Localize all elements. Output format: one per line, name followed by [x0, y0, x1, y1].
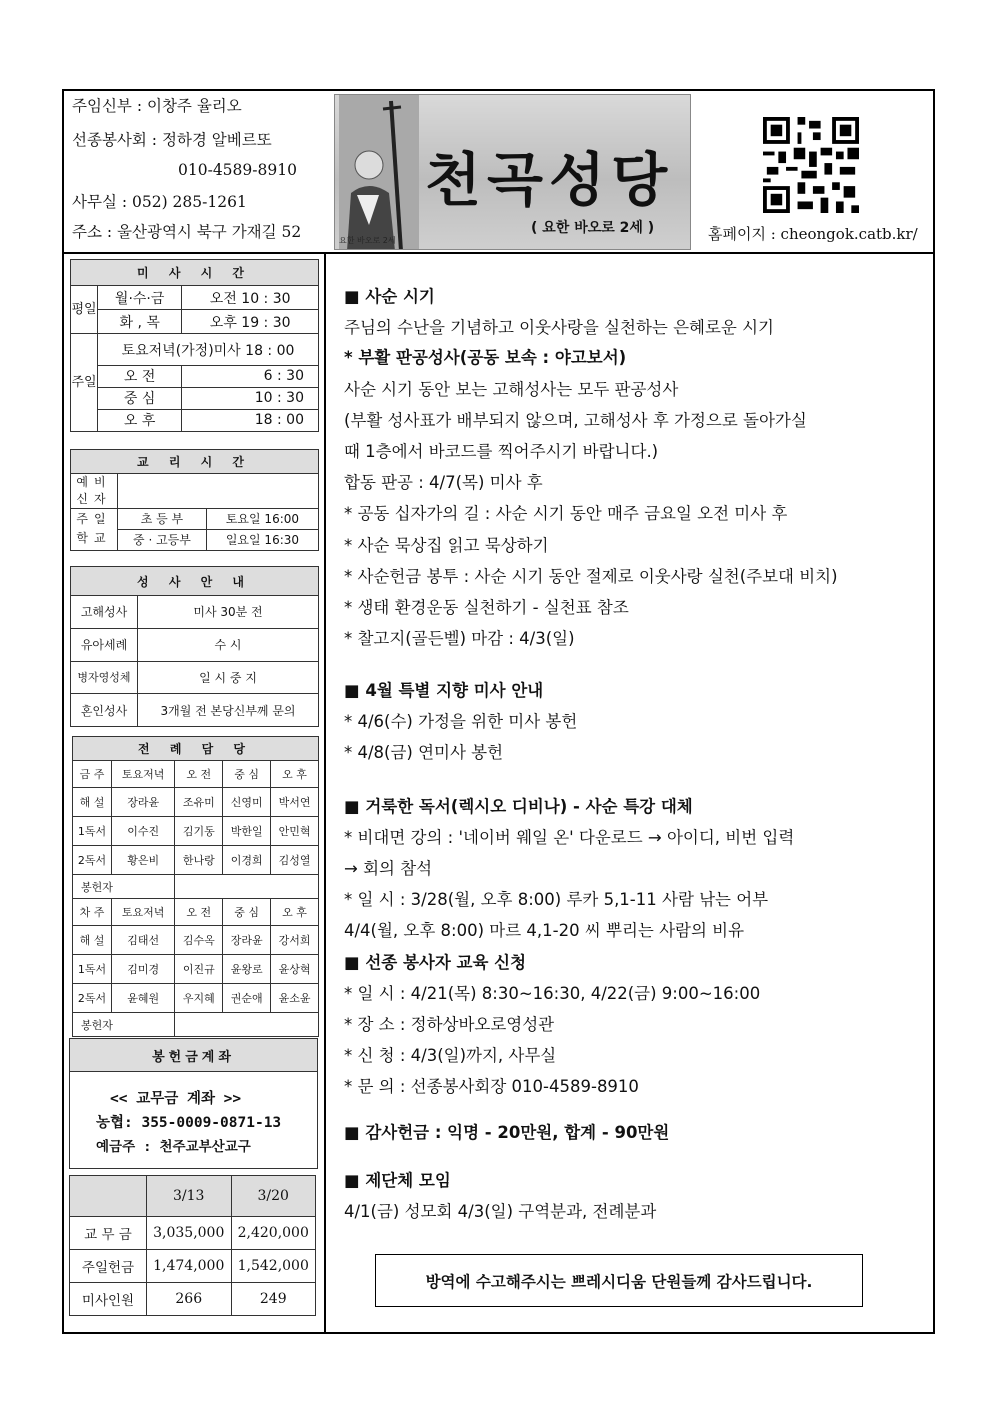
- liturgy-role: 해 설: [73, 788, 112, 817]
- section-volunteer-training: ■ 선종 봉사자 교육 신청: [344, 953, 527, 972]
- mass-times-title: 미 사 시 간: [71, 260, 319, 286]
- liturgy-cell: 김미경: [112, 955, 175, 984]
- liturgy-cell: 윤왕로: [223, 955, 271, 984]
- sacrament-value-4: 3개월 전 본당신부께 문의: [138, 694, 319, 727]
- requiem-mass: * 4/8(금) 연미사 봉헌: [344, 743, 504, 762]
- church-banner: [334, 94, 691, 250]
- liturgy-cell: 윤혜원: [112, 984, 175, 1013]
- account-number[interactable]: 농협: 355-0009-0871-13: [96, 1114, 282, 1131]
- finance-value: 3,035,000: [147, 1217, 232, 1250]
- column-divider: [324, 252, 326, 1334]
- this-week-header-1: 토요저녁: [112, 761, 175, 788]
- liturgy-table: [72, 736, 319, 1037]
- family-mass: * 4/6(수) 가정을 위한 미사 봉헌: [344, 712, 578, 731]
- section-lectio-divina: ■ 거룩한 독서(렉시오 디비나) - 사순 특강 대체: [344, 797, 693, 816]
- training-date: * 일 시 : 4/21(목) 8:30~16:30, 4/22(금) 9:00~16:00: [344, 984, 761, 1003]
- school-group-2: 중 · 고등부: [118, 529, 207, 550]
- weekday-days-2: 화 , 목: [98, 310, 182, 334]
- liturgy-cell: 안민혁: [271, 817, 319, 846]
- lecture-schedule-2: 4/4(월, 오후 8:00) 마르 4,1-20 씨 뿌리는 사람의 비유: [344, 921, 745, 940]
- offering-label: 봉헌자: [73, 1013, 175, 1037]
- school-group-1: 초 등 부: [118, 508, 207, 529]
- offering-label: 봉헌자: [73, 875, 175, 899]
- homepage-link[interactable]: 홈페이지 : cheongok.catb.kr/: [708, 225, 918, 243]
- finance-label-2: 주일헌금: [70, 1250, 147, 1283]
- liturgy-cell: 박한일: [223, 817, 271, 846]
- sunday-when-2: 중 심: [98, 387, 182, 409]
- finance-corner: [70, 1176, 147, 1217]
- finance-date-1: 3/13: [147, 1176, 232, 1217]
- sacrament-value-1: 미사 30분 전: [138, 596, 319, 629]
- lent-desc: 주님의 수난을 기념하고 이웃사랑을 실천하는 은혜로운 시기: [344, 318, 774, 337]
- liturgy-cell: 권순애: [223, 984, 271, 1013]
- weekday-days-1: 월·수·금: [98, 286, 182, 310]
- liturgy-cell: 조유미: [175, 788, 223, 817]
- office-phone: 사무실 : 052) 285-1261: [72, 193, 247, 211]
- liturgy-title: 전 례 담 당: [73, 737, 319, 761]
- finance-value: 1,474,000: [147, 1250, 232, 1283]
- training-contact: * 문 의 : 선종봉사회장 010-4589-8910: [344, 1077, 639, 1096]
- sunday-time-3: 18 : 00: [182, 409, 319, 431]
- this-week-header-0: 금 주: [73, 761, 112, 788]
- sunday-time-1: 6 : 30: [182, 365, 319, 387]
- finance-value: 1,542,000: [231, 1250, 316, 1283]
- section-group-meetings: ■ 제단체 모임: [344, 1171, 451, 1190]
- online-lecture-2: → 회의 참석: [344, 859, 433, 878]
- mass-times-table: [70, 259, 319, 432]
- stations-of-cross: * 공동 십자가의 길 : 사순 시기 동안 매주 금요일 오전 미사 후: [344, 504, 788, 523]
- account-box: [69, 1038, 318, 1169]
- liturgy-cell: 이수진: [112, 817, 175, 846]
- liturgy-cell: 장라윤: [112, 788, 175, 817]
- sacrament-name-4: 혼인성사: [71, 694, 138, 727]
- sunday-when-3: 오 후: [98, 409, 182, 431]
- council-phone: 010-4589-8910: [178, 161, 297, 179]
- finance-label-1: 교 무 금: [70, 1217, 147, 1250]
- offering-value: [175, 1013, 319, 1037]
- liturgy-cell: 우지혜: [175, 984, 223, 1013]
- finance-label-3: 미사인원: [70, 1283, 147, 1316]
- weekday-time-1: 오전 10 : 30: [182, 286, 319, 310]
- liturgy-cell: 황은비: [112, 846, 175, 875]
- this-week-header-2: 오 전: [175, 761, 223, 788]
- offering-value: [175, 875, 319, 899]
- liturgy-cell: 이경희: [223, 846, 271, 875]
- liturgy-cell: 강서희: [271, 926, 319, 955]
- finance-table: [69, 1175, 316, 1316]
- liturgy-cell: 장라윤: [223, 926, 271, 955]
- liturgy-cell: 김기동: [175, 817, 223, 846]
- finance-value: 249: [231, 1283, 316, 1316]
- sacrament-value-3: 일 시 중 지: [138, 661, 319, 694]
- thanks-notice-box: 방역에 수고해주시는 쁘레시디움 단원들께 감사드립니다.: [375, 1254, 863, 1307]
- golden-bell-deadline: * 찰고지(골든벨) 마감 : 4/3(일): [344, 629, 575, 648]
- next-week-header-3: 중 심: [223, 899, 271, 926]
- online-lecture: * 비대면 강의 : '네이버 웨일 온' 다운로드 → 아이디, 비번 입력: [344, 828, 795, 847]
- sacrament-name-1: 고해성사: [71, 596, 138, 629]
- this-week-header-3: 중 심: [223, 761, 271, 788]
- liturgy-role: 1독서: [73, 955, 112, 984]
- catechumen-value: [118, 474, 319, 509]
- finance-value: 266: [147, 1283, 232, 1316]
- this-week-header-4: 오 후: [271, 761, 319, 788]
- pope-photo: [339, 95, 419, 250]
- next-week-header-4: 오 후: [271, 899, 319, 926]
- easter-confession: * 부활 판공성사(공동 보속 : 야고보서): [344, 348, 627, 367]
- section-lent: ■ 사순 시기: [344, 287, 435, 306]
- liturgy-cell: 김성열: [271, 846, 319, 875]
- sunday-school-label: 주일 학교: [71, 508, 118, 550]
- church-name: 천곡성당: [425, 146, 674, 214]
- liturgy-cell: 김수옥: [175, 926, 223, 955]
- liturgy-cell: 신영미: [223, 788, 271, 817]
- confession-note-3: 때 1층에서 바코드를 찍어주시기 바랍니다.): [344, 442, 659, 461]
- liturgy-cell: 김태선: [112, 926, 175, 955]
- sacraments-table: [70, 566, 319, 727]
- sunday-time-2: 10 : 30: [182, 387, 319, 409]
- pastor-line: 주임신부 : 이창주 율리오: [72, 97, 242, 115]
- lent-offering-envelope: * 사순헌금 봉투 : 사순 시기 동안 절제로 이웃사랑 실천(주보대 비치): [344, 567, 838, 586]
- next-week-header-1: 토요저녁: [112, 899, 175, 926]
- training-apply: * 신 청 : 4/3(일)까지, 사무실: [344, 1046, 557, 1065]
- liturgy-cell: 윤소윤: [271, 984, 319, 1013]
- finance-value: 2,420,000: [231, 1217, 316, 1250]
- group-meetings: 4/1(금) 성모회 4/3(일) 구역분과, 전례분과: [344, 1202, 657, 1221]
- school-time-2: 일요일 16:30: [206, 529, 318, 550]
- sunday-label: 주일: [71, 334, 98, 432]
- account-subtitle: << 교무금 계좌 >>: [110, 1090, 242, 1107]
- liturgy-role: 2독서: [73, 984, 112, 1013]
- saturday-evening-mass: 토요저녁(가정)미사 18 : 00: [98, 334, 319, 365]
- weekday-label: 평일: [71, 286, 98, 334]
- sunday-when-1: 오 전: [98, 365, 182, 387]
- section-april-masses: ■ 4월 특별 지향 미사 안내: [344, 681, 544, 700]
- catechism-table: [70, 449, 319, 551]
- sacrament-name-3: 병자영성체: [71, 661, 138, 694]
- next-week-header-2: 오 전: [175, 899, 223, 926]
- sacrament-value-2: 수 시: [138, 628, 319, 661]
- council-line: 선종봉사회 : 정하경 알베르또: [72, 131, 272, 149]
- liturgy-role: 2독서: [73, 846, 112, 875]
- weekday-time-2: 오후 19 : 30: [182, 310, 319, 334]
- thanks-offering: ■ 감사헌금 : 익명 - 20만원, 합계 - 90만원: [344, 1123, 670, 1142]
- school-time-1: 토요일 16:00: [206, 508, 318, 529]
- liturgy-cell: 윤상혁: [271, 955, 319, 984]
- liturgy-role: 1독서: [73, 817, 112, 846]
- confession-note-1: 사순 시기 동안 보는 고해성사는 모두 판공성사: [344, 380, 679, 399]
- address-line: 주소 : 울산광역시 북구 가재길 52: [72, 223, 302, 241]
- lent-meditation: * 사순 묵상집 읽고 묵상하기: [344, 536, 549, 555]
- header-divider: [62, 252, 935, 254]
- photo-caption: 요한 바오로 2세: [339, 236, 396, 245]
- account-holder: 예금주 : 천주교부산교구: [96, 1138, 251, 1155]
- liturgy-cell: 한나랑: [175, 846, 223, 875]
- lecture-schedule-1: * 일 시 : 3/28(월, 오후 8:00) 루카 5,1-11 사람 낚는 어부: [344, 890, 769, 909]
- liturgy-cell: 박서연: [271, 788, 319, 817]
- sacraments-title: 성 사 안 내: [71, 567, 319, 596]
- next-week-header-0: 차 주: [73, 899, 112, 926]
- patron-saint: ( 요한 바오로 2세 ): [531, 220, 655, 236]
- sacrament-name-2: 유아세례: [71, 628, 138, 661]
- training-place: * 장 소 : 정하상바오로영성관: [344, 1015, 555, 1034]
- eco-movement: * 생태 환경운동 실천하기 - 실천표 참조: [344, 598, 629, 617]
- liturgy-role: 해 설: [73, 926, 112, 955]
- catechism-title: 교 리 시 간: [71, 450, 319, 474]
- finance-date-2: 3/20: [231, 1176, 316, 1217]
- confession-note-2: (부활 성사표가 배부되지 않으며, 고해성사 후 가정으로 돌아가실: [344, 411, 807, 430]
- account-title: 봉헌금계좌: [70, 1039, 318, 1072]
- liturgy-cell: 이진규: [175, 955, 223, 984]
- qr-code-icon[interactable]: [763, 117, 859, 213]
- joint-confession: 합동 판공 : 4/7(목) 미사 후: [344, 473, 543, 492]
- catechumen-label: 예비 신자: [71, 474, 118, 509]
